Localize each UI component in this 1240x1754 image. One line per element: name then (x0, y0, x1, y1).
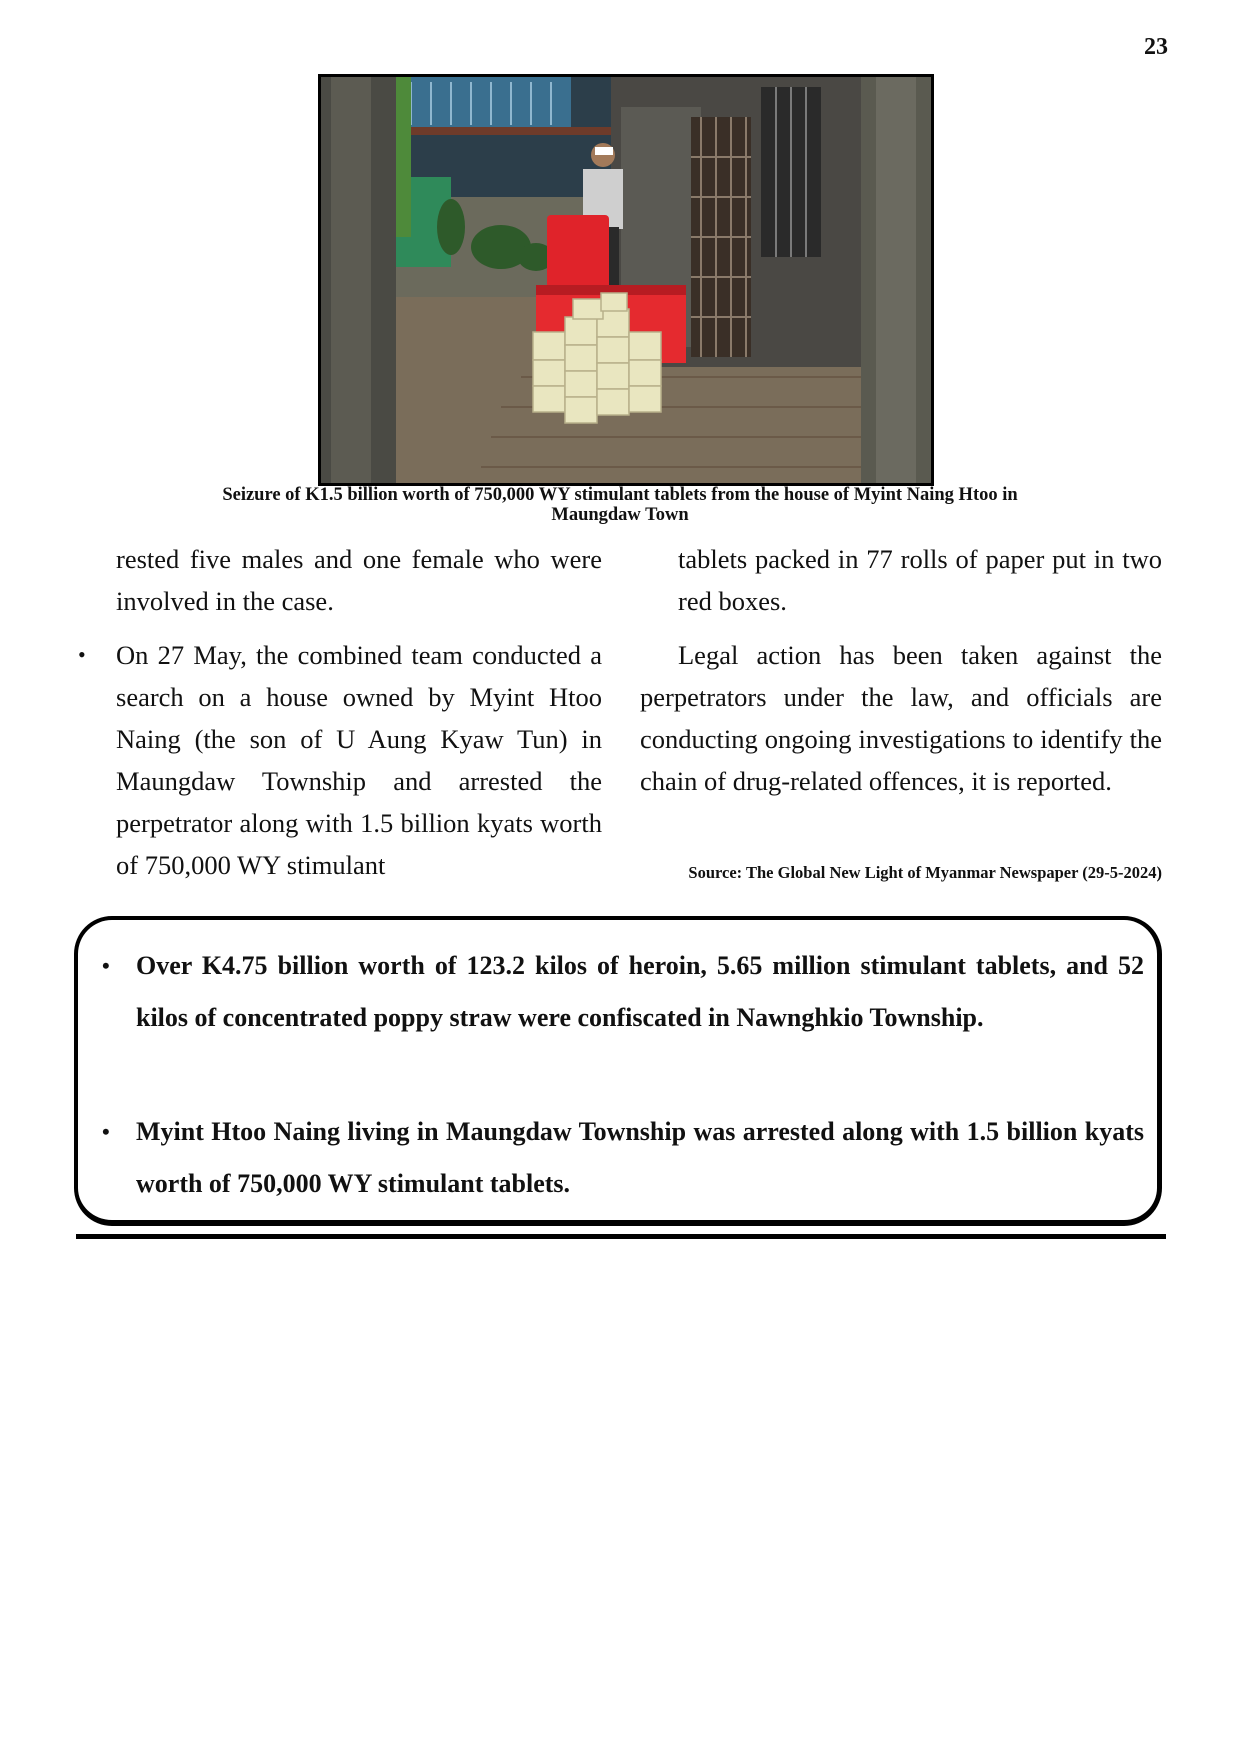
source-citation: Source: The Global New Light of Myanmar Newspaper (29-5-2024) (688, 863, 1162, 882)
summary-item (102, 1106, 1144, 1210)
summary-item (102, 940, 1144, 1044)
right-continuation-paragraph: tablets packed in 77 rolls of paper put in two red boxes. (678, 544, 1162, 616)
legal-action-paragraph: Legal action has been taken against the perpetrators under the law, and officials are conducting ongoing investigations to identify the chain of drug-related offences, it is reported. (640, 640, 1162, 796)
bullet-icon: • (78, 642, 86, 667)
bullet-icon: • (102, 953, 110, 978)
bullet-paragraph-text: On 27 May, the combined team conducted a search on a house owned by Myint Htoo Naing (the son of U Aung Kyaw Tun) in Maungdaw Township and arrested the perpetrator along with 1.5 billion kyats worth of 750,000 WY stimulant (116, 640, 602, 880)
left-column (78, 538, 602, 886)
seizure-photo (318, 74, 934, 486)
summary-box (74, 916, 1162, 1226)
page-number: 23 (1144, 34, 1168, 60)
summary-item-text: Over K4.75 billion worth of 123.2 kilos of heroin, 5.65 million stimulant tablets, and 52 kilos of concentrated poppy straw were confiscated in Nawnghkio Township. (136, 951, 1144, 1032)
right-column (640, 538, 1162, 802)
bullet-icon: • (102, 1119, 110, 1144)
section-divider (76, 1234, 1166, 1239)
figure-caption: Seizure of K1.5 billion worth of 750,000 WY stimulant tablets from the house of Myint Naing Htoo in Maungdaw Town (222, 485, 1018, 525)
summary-item-text: Myint Htoo Naing living in Maungdaw Township was arrested along with 1.5 billion kyats worth of 750,000 WY stimulant tablets. (136, 1117, 1144, 1198)
left-continuation-paragraph: rested five males and one female who were involved in the case. (116, 544, 602, 616)
bullet-paragraph (78, 634, 602, 886)
